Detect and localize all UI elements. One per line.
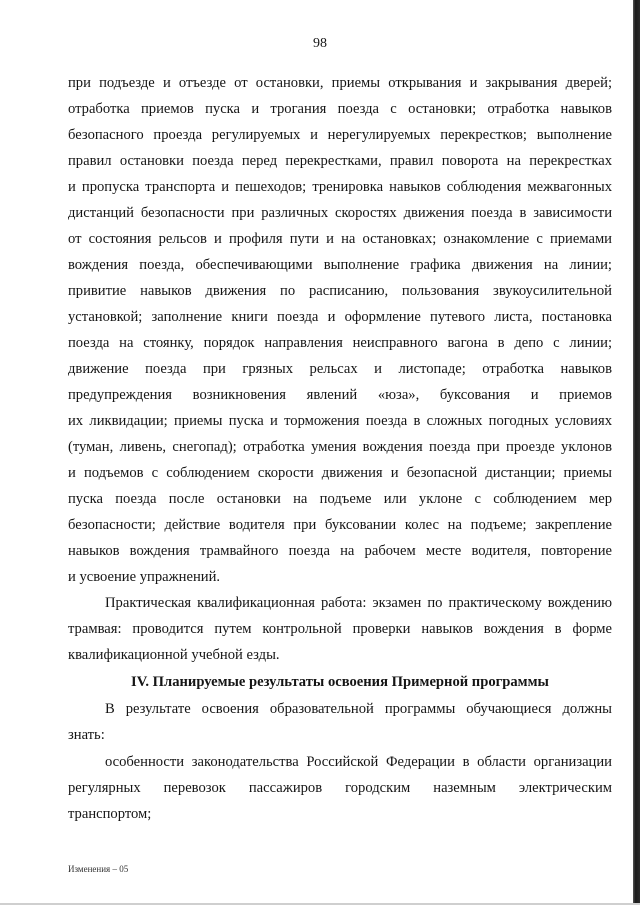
text-line: трамвая: проводится путем контрольной проверки навыков вождения в форме (68, 621, 612, 637)
text-line: транспортом; (68, 806, 152, 822)
text-line: В результате освоения образовательной программы обучающиеся должны (105, 701, 612, 717)
paragraph-learning-outcomes (68, 696, 612, 748)
text-line: от состояния рельсов и профиля пути и на остановках; ознакомление с приемами (68, 231, 612, 247)
text-line: Практическая квалификационная работа: экзамен по практическому вождению (105, 595, 612, 611)
text-line: предупреждения возникновения явлений «юза», буксования и приемов (68, 387, 612, 403)
revision-footer: Изменения – 05 (68, 864, 129, 874)
text-line: движение поезда при грязных рельсах и листопаде; отработка навыков (68, 361, 612, 377)
text-line: знать: (68, 727, 105, 743)
text-line: (туман, ливень, снегопад); отработка умения вождения поезда при проезде уклонов (68, 439, 612, 455)
text-line: дистанций безопасности при различных скоростях движения поезда в зависимости (68, 205, 612, 221)
text-line: и пропуска транспорта и пешеходов; тренировка навыков соблюдения межвагонных (68, 179, 612, 195)
text-line: и усвоение упражнений. (68, 569, 221, 585)
text-line: безопасного проезда регулируемых и нерегулируемых перекрестков; выполнение (68, 127, 612, 143)
text-line: навыков вождения трамвайного поезда на рабочем месте водителя, повторение (68, 543, 612, 559)
text-line: особенности законодательства Российской Федерации в области организации (105, 754, 612, 770)
text-line: привитие навыков движения по расписанию, пользования звукоусилительной (68, 283, 612, 299)
paragraph-practical-exam (68, 590, 612, 668)
scan-edge (633, 0, 640, 905)
text-line: вождения поезда, обеспечивающими выполнение графика движения на линии; (68, 257, 612, 273)
text-line: установкой; заполнение книги поезда и оформление путевого листа, постановка (68, 309, 612, 325)
paragraph-driving-skills (68, 70, 612, 590)
text-line: и подъемов с соблюдением скорости движения и безопасной дистанции; приемы (68, 465, 612, 481)
page-number: 98 (313, 36, 327, 51)
section-heading: IV. Планируемые результаты освоения Примерной программы (131, 674, 549, 690)
text-line: безопасности; действие водителя при буксовании колес на подъеме; закрепление (68, 517, 612, 533)
text-line: поезда на стоянку, порядок направления неисправного вагона в депо с линии; (68, 335, 612, 351)
text-line: отработка приемов пуска и трогания поезда с остановки; отработка навыков (68, 101, 612, 117)
document-body (68, 70, 612, 827)
text-line: их ликвидации; приемы пуска и торможения поезда в сложных погодных условиях (68, 413, 612, 429)
text-line: квалификационной учебной езды. (68, 647, 280, 663)
text-line: при подъезде и отъезде от остановки, приемы открывания и закрывания дверей; (68, 75, 612, 91)
text-line: правил остановки поезда перед перекрестками, правил поворота на перекрестках (68, 153, 612, 169)
text-line: регулярных перевозок пассажиров городским наземным электрическим (68, 780, 612, 796)
paragraph-legislation (68, 749, 612, 827)
text-line: пуска поезда после остановки на подъеме или уклоне с соблюдением мер (68, 491, 612, 507)
